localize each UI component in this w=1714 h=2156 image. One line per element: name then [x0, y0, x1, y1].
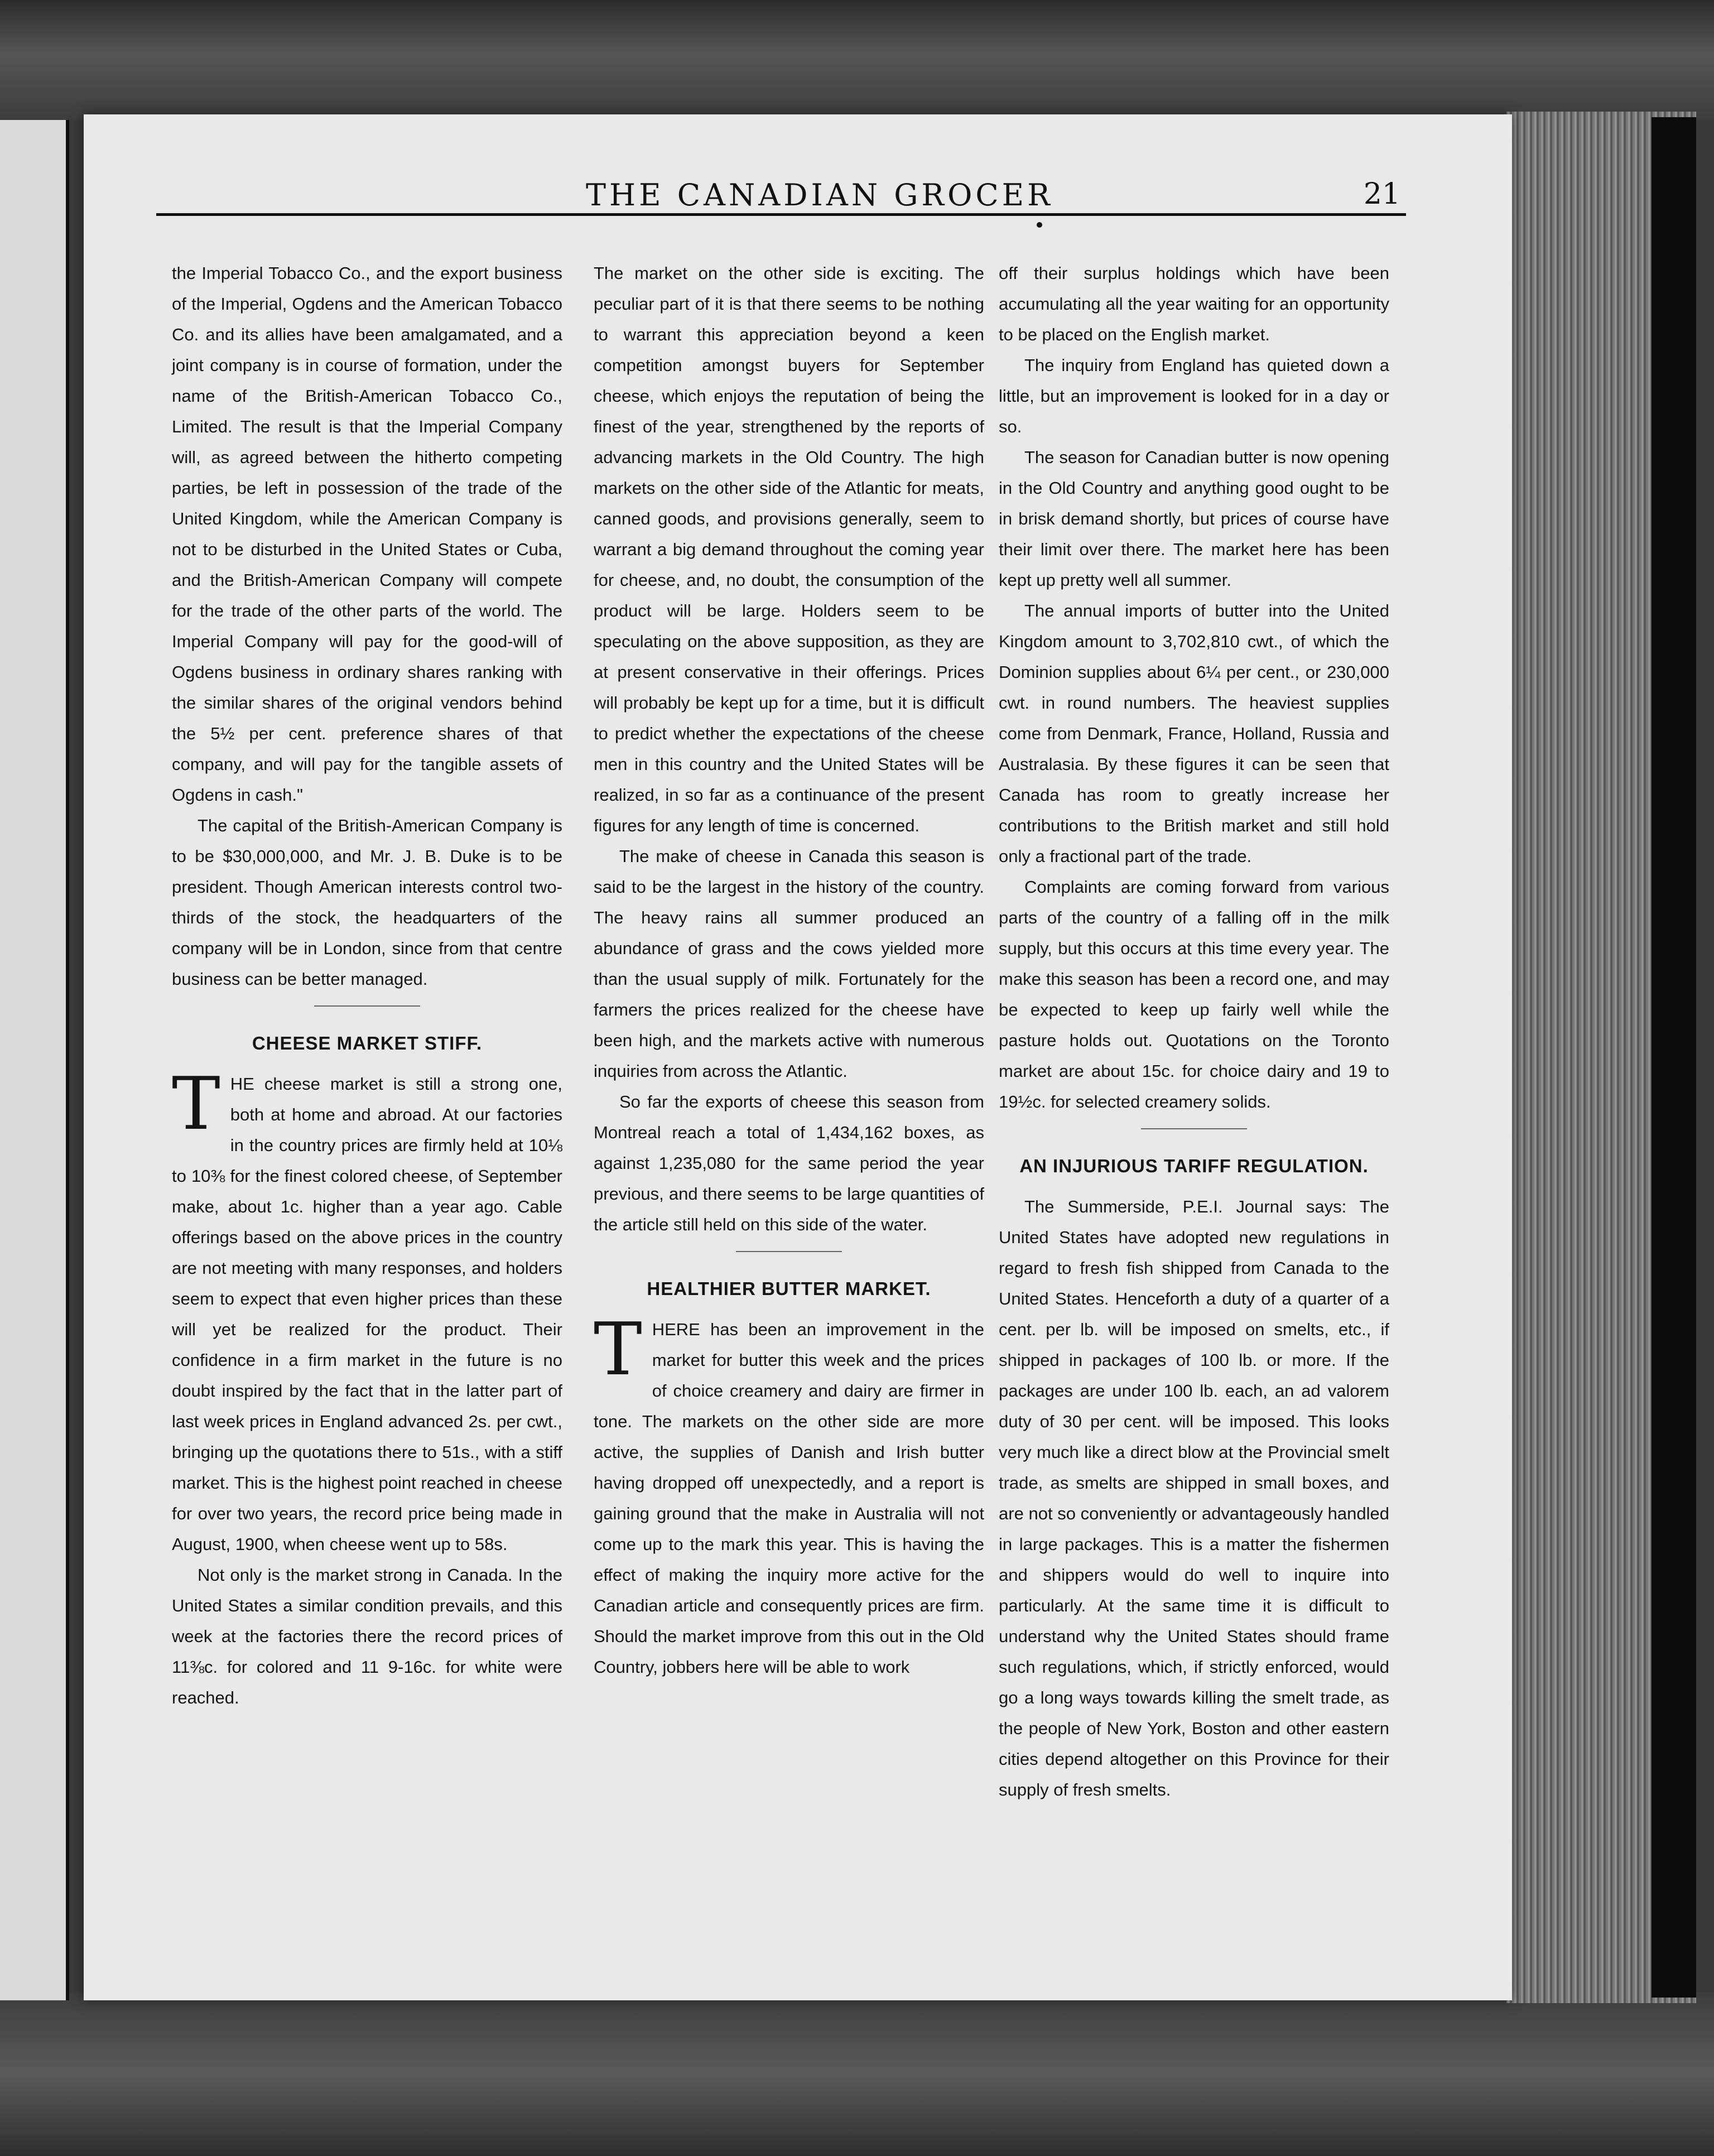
column-1 [172, 258, 562, 1713]
article-heading-cheese-market: CHEESE MARKET STIFF. [252, 1033, 483, 1053]
paragraph: So far the exports of cheese this season from Montreal reach a total of 1,434,162 boxes, as against 1,235,080 for the same period the year previous, and there seems to be large quantities of the article still held on this side of the water. [594, 1092, 984, 1234]
running-head: THE CANADIAN GROCER [586, 177, 1053, 213]
column-2 [594, 258, 984, 1682]
paragraph: The make of cheese in Canada this season is said to be the largest in the history of the country. The heavy rains all summer produced an abundance of grass and the cows yielded more than the usual supply of milk. Fortunately for the farmers the prices realized for the cheese have been high, and the markets active with numerous inquiries from across the Atlantic. [594, 846, 984, 1081]
paragraph: The capital of the British-American Company is to be $30,000,000, and Mr. J. B. Duke is to be president. Though American interests control two-thirds of the stock, the headquarters of the company will be in London, since from that centre business can be better managed. [172, 816, 562, 989]
paragraph: off their surplus holdings which have been accumulating all the year waiting for an opportunity to be placed on the English market. [999, 263, 1389, 344]
paragraph: The inquiry from England has quieted down a little, but an improvement is looked for in a day or so. [999, 355, 1389, 436]
paragraph: The Summerside, P.E.I. Journal says: The United States have adopted new regulations in regard to fresh fish shipped from Canada to the United States. Henceforth a duty of a quarter of a cent. per lb. will be imposed on smelts, etc., if shipped in packages of 100 lb. or more. If the packages are under 100 lb. each, an ad valorem duty of 30 per cent. will be imposed. This looks very much like a direct blow at the Provincial smelt trade, as smelts are shipped in small boxes, and are not so conveniently or advantageously handled in large packages. This is a matter the fishermen and shippers would do well to inquire into particularly. At the same time it is difficult to understand why the United States should frame such regulations, which, if strictly enforced, would go a long ways towards killing the smelt trade, as the people of New York, Boston and other eastern cities depend altogether on this Province for their supply of fresh smelts. [999, 1197, 1389, 1799]
page-number: 21 [1363, 177, 1400, 211]
paragraph: Not only is the market strong in Canada. In the United States a similar condition prevails, and this week at the factories there the record prices of 11⅜c. for colored and 11 9-16c. for white were reached. [172, 1565, 562, 1707]
paragraph-text: HERE has been an improvement in the market for butter this week and the prices of choice creamery and dairy are firmer in tone. The markets on the other side are more active, the supplies of Danish and Irish butter having dropped off unexpectedly, and a report is gaining ground that the make in Australia will not come up to the mark this year. This is having the effect of making the inquiry more active for the Canadian article and consequently prices are firm. Should the market improve from this out in the Old Country, jobbers here will be able to work [594, 1320, 984, 1677]
paragraph [594, 1307, 984, 1682]
article-heading-tariff-regulation: AN INJURIOUS TARIFF REGULATION. [1019, 1156, 1369, 1176]
drop-cap: T [172, 1061, 220, 1146]
drop-cap: T [594, 1307, 642, 1392]
paragraph: The market on the other side is exciting. The peculiar part of it is that there seems to be nothing to warrant this appreciation beyond a keen competition amongst buyers for September cheese, which enjoys the reputation of being the finest of the year, strengthened by the reports of advancing markets in the Old Country. The high markets on the other side of the Atlantic for meats, canned goods, and provisions generally, seem to warrant a big demand throughout the coming year for cheese, and, no doubt, the consumption of the product will be large. Holders seem to be speculating on the above supposition, as they are at present conservative in their offerings. Prices will probably be kept up for a time, but it is difficult to predict whether the expectations of the cheese men in this country and the United States will be realized, in so far as a continuance of the present figures for any length of time is concerned. [594, 263, 984, 835]
paragraph [172, 1061, 562, 1560]
scan-border-bottom [0, 1992, 1714, 2156]
facing-page-edge [0, 120, 69, 2000]
print-mark [1037, 222, 1042, 228]
section-divider [1141, 1128, 1247, 1129]
book-binding-shadow [1652, 117, 1696, 1998]
paragraph: The season for Canadian butter is now opening in the Old Country and anything good ought to be in brisk demand shortly, but prices of course have their limit over there. The market here has been kept up pretty well all summer. [999, 447, 1389, 590]
section-divider [314, 1005, 420, 1007]
section-divider [736, 1251, 842, 1252]
scan-border-top [0, 0, 1714, 120]
header-rule [156, 213, 1406, 216]
paragraph: The annual imports of butter into the United Kingdom amount to 3,702,810 cwt., of which the Dominion supplies about 6¼ per cent., or 230,000 cwt. in round numbers. The heaviest supplies come from Denmark, France, Holland, Russia and Australasia. By these figures it can be seen that Canada has room to greatly increase her contributions to the British market and still hold only a fractional part of the trade. [999, 601, 1389, 866]
paragraph: Complaints are coming forward from various parts of the country of a falling off in the milk supply, but this occurs at this time every year. The make this season has been a record one, and may be expected to keep up fairly well while the pasture holds out. Quotations on the Toronto market are about 15c. for choice dairy and 19 to 19½c. for selected creamery solids. [999, 877, 1389, 1111]
column-3 [999, 258, 1389, 1805]
article-heading-butter-market: HEALTHIER BUTTER MARKET. [647, 1278, 931, 1299]
paragraph: the Imperial Tobacco Co., and the export business of the Imperial, Ogdens and the American Tobacco Co. and its allies have been amalgamated, and a joint company is in course of formation, under the name of the British-American Tobacco Co., Limited. The result is that the Imperial Company will, as agreed between the hitherto competing parties, be left in possession of the trade of the United Kingdom, while the American Company is not to be disturbed in the United States or Cuba, and the British-American Company will compete for the trade of the other parts of the world. The Imperial Company will pay for the good-will of Ogdens business in ordinary shares ranking with the similar shares of the original vendors behind the 5½ per cent. preference shares of that company, and will pay for the tangible assets of Ogdens in cash." [172, 263, 562, 805]
paragraph-text: HE cheese market is still a strong one, both at home and abroad. At our factories in the country prices are firmly held at 10⅛ to 10⅜ for the finest colored cheese, of September make, about 1c. higher than a year ago. Cable offerings based on the above prices in the country are not meeting with many responses, and holders seem to expect that even higher prices than these will yet be realized for the product. Their confidence in a firm market in the future is no doubt inspired by the fact that in the latter part of last week prices in England advanced 2s. per cwt., bringing up the quotations there to 51s., with a stiff market. This is the highest point reached in cheese for over two years, the record price being made in August, 1900, when cheese went up to 58s. [172, 1074, 562, 1554]
